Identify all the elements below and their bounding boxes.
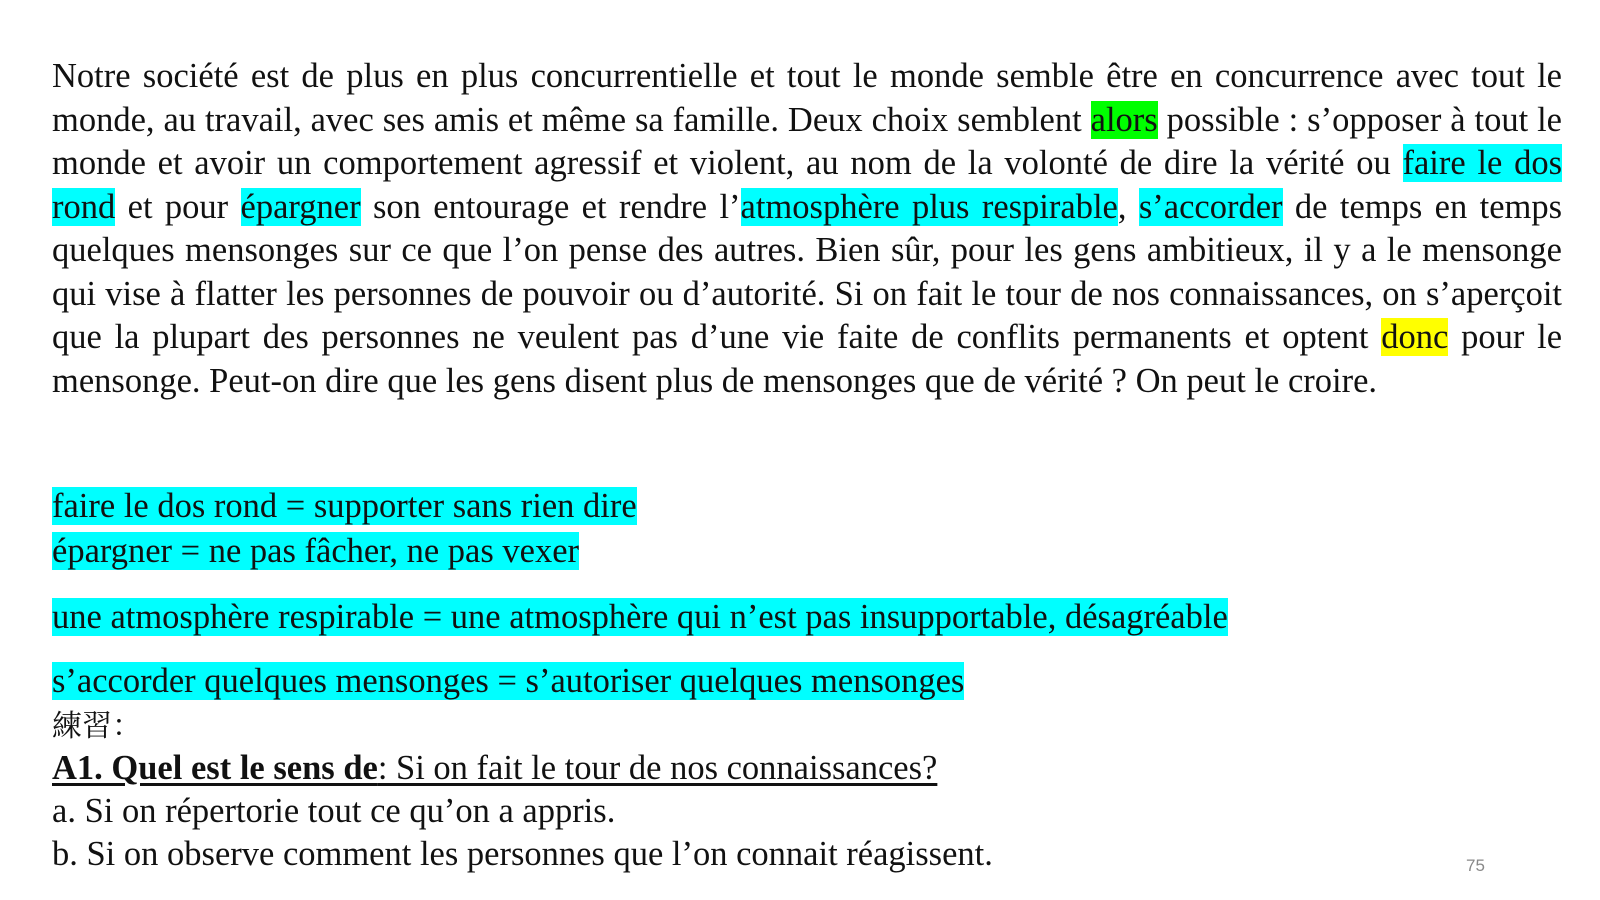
answer-option-a: a. Si on répertorie tout ce qu’on a appris. — [52, 792, 616, 830]
highlight-epargner: épargner — [240, 187, 361, 226]
glossary-item: une atmosphère respirable = une atmosphère qui n’est pas insupportable, désagréable — [52, 598, 1228, 636]
glossary-item: épargner = ne pas fâcher, ne pas vexer — [52, 532, 580, 570]
paragraph-text: , — [1117, 187, 1139, 226]
highlight-donc: donc — [1381, 318, 1449, 356]
glossary-item: s’accorder quelques mensonges = s’autoriser quelques mensonges — [52, 662, 965, 700]
paragraph-text: pour le mensonge. Peut-on dire que les gens disent plus de mensonges que de vérité ? On peut le croire. — [52, 318, 1563, 400]
exercise-question — [52, 747, 937, 789]
paragraph-text: de temps en temps quelques mensonges sur ce que l’on pense des autres. Bien sûr, pour les gens ambitieux, il y a le mensonge qui vise à flatter les personnes de pouvoir ou d’autorité. Si on fait le tour de nos connaissances, on s’aperçoit que la plupart des personnes ne veulent pas d’une vie faite de conflits permanents et optent — [52, 187, 1563, 356]
highlight-faire-le-dos-rond: faire le dos rond — [52, 144, 1563, 226]
exercise-heading: 練習： — [52, 709, 142, 744]
answer-option-b: b. Si on observe comment les personnes que l’on connait réagissent. — [52, 835, 993, 873]
highlight-atmosphere: atmosphère plus respirable — [740, 187, 1118, 226]
glossary-item: faire le dos rond = supporter sans rien dire — [52, 487, 637, 525]
highlight-alors: alors — [1090, 100, 1158, 139]
paragraph-text: possible : s’opposer à tout le monde et avoir un comportement agressif et violent, au nom de la volonté de dire la vérité ou — [52, 100, 1562, 182]
paragraph-text: Notre société est de plus en plus concurrentielle et tout le monde semble être en concurrence avec tout le monde, au travail, avec ses amis et même sa famille. Deux choix semblent — [52, 57, 1562, 139]
paragraph-text: son entourage et rendre l’ — [360, 187, 741, 226]
question-text: : Si on fait le tour de nos connaissances? — [377, 749, 938, 787]
main-paragraph — [52, 55, 1562, 403]
question-bold: A1. Quel est le sens de — [52, 749, 378, 787]
paragraph-text: et pour — [115, 187, 241, 226]
page-number: 75 — [1466, 856, 1485, 875]
highlight-s-accorder: s’accorder — [1138, 187, 1283, 226]
